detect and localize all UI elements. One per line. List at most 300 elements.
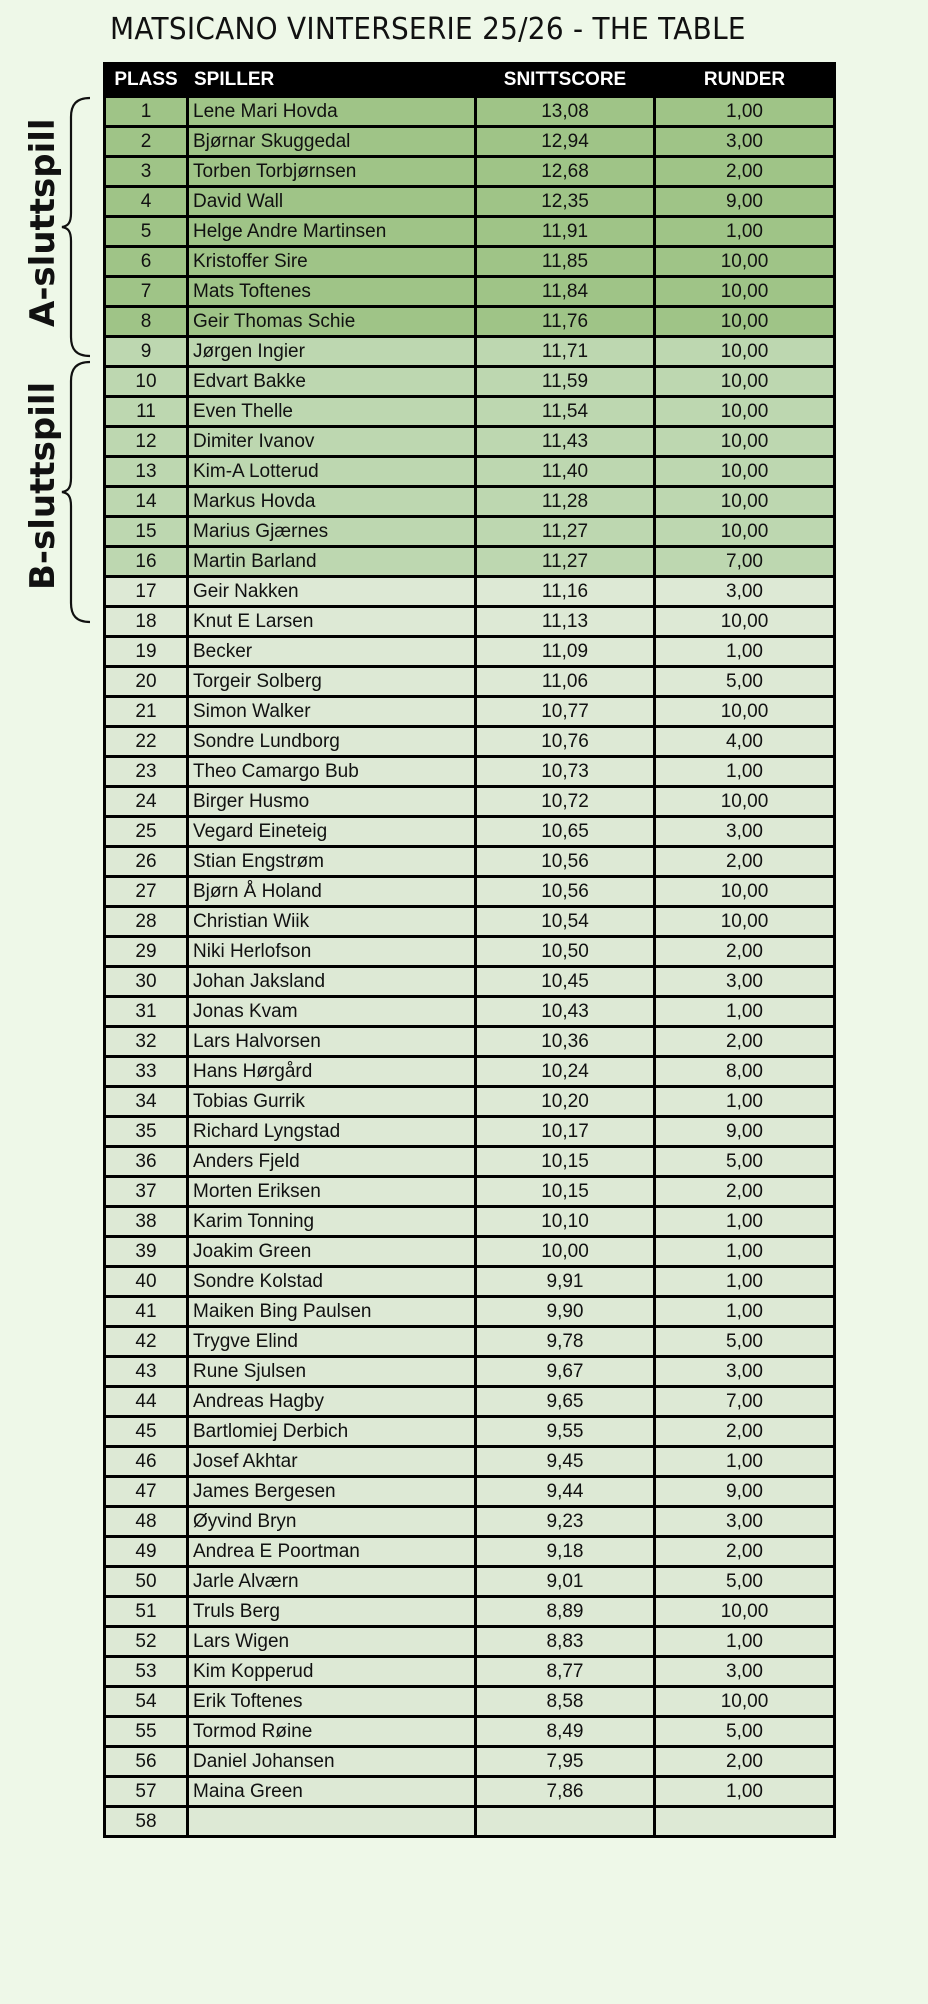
- cell-plass[interactable]: 32: [105, 1027, 188, 1057]
- cell-plass[interactable]: 21: [105, 697, 188, 727]
- table-row[interactable]: [105, 1447, 835, 1477]
- table-row[interactable]: [105, 787, 835, 817]
- cell-spiller[interactable]: Knut E Larsen: [188, 607, 476, 637]
- cell-snittscore[interactable]: 10,77: [476, 697, 655, 727]
- cell-spiller[interactable]: Jarle Alværn: [188, 1567, 476, 1597]
- cell-plass[interactable]: 40: [105, 1267, 188, 1297]
- cell-spiller[interactable]: Torben Torbjørnsen: [188, 157, 476, 187]
- cell-runder[interactable]: 2,00: [655, 847, 835, 877]
- cell-runder[interactable]: 3,00: [655, 967, 835, 997]
- cell-spiller[interactable]: Torgeir Solberg: [188, 667, 476, 697]
- cell-spiller[interactable]: Morten Eriksen: [188, 1177, 476, 1207]
- cell-snittscore[interactable]: 10,65: [476, 817, 655, 847]
- cell-runder[interactable]: 9,00: [655, 1117, 835, 1147]
- table-row[interactable]: [105, 187, 835, 217]
- table-row[interactable]: [105, 727, 835, 757]
- cell-runder[interactable]: 1,00: [655, 1447, 835, 1477]
- cell-snittscore[interactable]: 8,77: [476, 1657, 655, 1687]
- cell-plass[interactable]: 27: [105, 877, 188, 907]
- cell-snittscore[interactable]: 10,73: [476, 757, 655, 787]
- cell-spiller[interactable]: Christian Wiik: [188, 907, 476, 937]
- cell-spiller[interactable]: Bjørn Å Holand: [188, 877, 476, 907]
- cell-snittscore[interactable]: 10,45: [476, 967, 655, 997]
- cell-plass[interactable]: 42: [105, 1327, 188, 1357]
- cell-runder[interactable]: 5,00: [655, 1147, 835, 1177]
- cell-plass[interactable]: 53: [105, 1657, 188, 1687]
- cell-runder[interactable]: 1,00: [655, 757, 835, 787]
- table-row[interactable]: [105, 97, 835, 127]
- cell-spiller[interactable]: Tobias Gurrik: [188, 1087, 476, 1117]
- cell-plass[interactable]: 34: [105, 1087, 188, 1117]
- cell-snittscore[interactable]: 9,44: [476, 1477, 655, 1507]
- cell-spiller[interactable]: Simon Walker: [188, 697, 476, 727]
- cell-snittscore[interactable]: 9,91: [476, 1267, 655, 1297]
- cell-spiller[interactable]: Markus Hovda: [188, 487, 476, 517]
- table-row[interactable]: [105, 817, 835, 847]
- cell-runder[interactable]: 3,00: [655, 1507, 835, 1537]
- cell-plass[interactable]: 57: [105, 1777, 188, 1807]
- cell-plass[interactable]: 46: [105, 1447, 188, 1477]
- cell-snittscore[interactable]: 11,76: [476, 307, 655, 337]
- table-row[interactable]: [105, 1417, 835, 1447]
- cell-plass[interactable]: 36: [105, 1147, 188, 1177]
- cell-spiller[interactable]: Sondre Lundborg: [188, 727, 476, 757]
- cell-snittscore[interactable]: 11,84: [476, 277, 655, 307]
- table-row[interactable]: [105, 1507, 835, 1537]
- cell-runder[interactable]: 10,00: [655, 1597, 835, 1627]
- cell-spiller[interactable]: Niki Herlofson: [188, 937, 476, 967]
- cell-snittscore[interactable]: 9,55: [476, 1417, 655, 1447]
- cell-plass[interactable]: 8: [105, 307, 188, 337]
- cell-spiller[interactable]: Lars Wigen: [188, 1627, 476, 1657]
- table-row[interactable]: [105, 157, 835, 187]
- table-row[interactable]: [105, 937, 835, 967]
- cell-snittscore[interactable]: 9,78: [476, 1327, 655, 1357]
- cell-runder[interactable]: 10,00: [655, 277, 835, 307]
- cell-snittscore[interactable]: 7,95: [476, 1747, 655, 1777]
- cell-plass[interactable]: 54: [105, 1687, 188, 1717]
- cell-runder[interactable]: 7,00: [655, 1387, 835, 1417]
- cell-snittscore[interactable]: 7,86: [476, 1777, 655, 1807]
- cell-plass[interactable]: 56: [105, 1747, 188, 1777]
- cell-spiller[interactable]: Daniel Johansen: [188, 1747, 476, 1777]
- cell-plass[interactable]: 22: [105, 727, 188, 757]
- cell-spiller[interactable]: Kim Kopperud: [188, 1657, 476, 1687]
- cell-snittscore[interactable]: [476, 1807, 655, 1837]
- cell-runder[interactable]: 10,00: [655, 607, 835, 637]
- cell-plass[interactable]: 41: [105, 1297, 188, 1327]
- table-row[interactable]: [105, 577, 835, 607]
- cell-snittscore[interactable]: 10,43: [476, 997, 655, 1027]
- table-row[interactable]: [105, 1477, 835, 1507]
- cell-runder[interactable]: 10,00: [655, 337, 835, 367]
- table-row[interactable]: [105, 697, 835, 727]
- cell-runder[interactable]: 8,00: [655, 1057, 835, 1087]
- cell-snittscore[interactable]: 11,43: [476, 427, 655, 457]
- cell-plass[interactable]: 43: [105, 1357, 188, 1387]
- cell-runder[interactable]: 5,00: [655, 1717, 835, 1747]
- cell-runder[interactable]: 10,00: [655, 787, 835, 817]
- cell-snittscore[interactable]: 10,15: [476, 1147, 655, 1177]
- cell-runder[interactable]: 9,00: [655, 187, 835, 217]
- cell-plass[interactable]: 45: [105, 1417, 188, 1447]
- cell-snittscore[interactable]: 10,76: [476, 727, 655, 757]
- cell-spiller[interactable]: Sondre Kolstad: [188, 1267, 476, 1297]
- cell-runder[interactable]: 4,00: [655, 727, 835, 757]
- cell-runder[interactable]: 10,00: [655, 877, 835, 907]
- cell-runder[interactable]: 9,00: [655, 1477, 835, 1507]
- cell-plass[interactable]: 39: [105, 1237, 188, 1267]
- cell-snittscore[interactable]: 10,72: [476, 787, 655, 817]
- cell-plass[interactable]: 5: [105, 217, 188, 247]
- table-row[interactable]: [105, 847, 835, 877]
- table-row[interactable]: [105, 247, 835, 277]
- cell-runder[interactable]: 10,00: [655, 247, 835, 277]
- table-row[interactable]: [105, 1267, 835, 1297]
- cell-runder[interactable]: 10,00: [655, 697, 835, 727]
- cell-plass[interactable]: 23: [105, 757, 188, 787]
- cell-spiller[interactable]: Kristoffer Sire: [188, 247, 476, 277]
- cell-runder[interactable]: 1,00: [655, 1297, 835, 1327]
- cell-spiller[interactable]: Birger Husmo: [188, 787, 476, 817]
- table-row[interactable]: [105, 457, 835, 487]
- cell-plass[interactable]: 28: [105, 907, 188, 937]
- cell-snittscore[interactable]: 10,15: [476, 1177, 655, 1207]
- cell-snittscore[interactable]: 11,28: [476, 487, 655, 517]
- table-row[interactable]: [105, 1597, 835, 1627]
- cell-plass[interactable]: 44: [105, 1387, 188, 1417]
- cell-snittscore[interactable]: 12,35: [476, 187, 655, 217]
- cell-plass[interactable]: 17: [105, 577, 188, 607]
- table-row[interactable]: [105, 1297, 835, 1327]
- cell-spiller[interactable]: Øyvind Bryn: [188, 1507, 476, 1537]
- cell-runder[interactable]: 10,00: [655, 307, 835, 337]
- cell-spiller[interactable]: Lars Halvorsen: [188, 1027, 476, 1057]
- table-row[interactable]: [105, 1147, 835, 1177]
- cell-spiller[interactable]: James Bergesen: [188, 1477, 476, 1507]
- cell-spiller[interactable]: Tormod Røine: [188, 1717, 476, 1747]
- cell-runder[interactable]: 3,00: [655, 1357, 835, 1387]
- table-header-row: [105, 64, 835, 97]
- table-row[interactable]: [105, 667, 835, 697]
- cell-plass[interactable]: 14: [105, 487, 188, 517]
- cell-runder[interactable]: 1,00: [655, 1267, 835, 1297]
- cell-plass[interactable]: 29: [105, 937, 188, 967]
- cell-spiller[interactable]: Joakim Green: [188, 1237, 476, 1267]
- a-group-brace-icon: [60, 95, 94, 359]
- cell-spiller[interactable]: Mats Toftenes: [188, 277, 476, 307]
- table-row[interactable]: [105, 877, 835, 907]
- cell-spiller[interactable]: Geir Thomas Schie: [188, 307, 476, 337]
- column-header-runder[interactable]: RUNDER: [655, 64, 835, 97]
- cell-spiller[interactable]: Trygve Elind: [188, 1327, 476, 1357]
- cell-plass[interactable]: 30: [105, 967, 188, 997]
- cell-spiller[interactable]: Becker: [188, 637, 476, 667]
- table-row[interactable]: [105, 907, 835, 937]
- cell-runder[interactable]: 10,00: [655, 397, 835, 427]
- cell-runder[interactable]: 5,00: [655, 1567, 835, 1597]
- cell-spiller[interactable]: Andrea E Poortman: [188, 1537, 476, 1567]
- cell-snittscore[interactable]: 10,56: [476, 847, 655, 877]
- cell-spiller[interactable]: Truls Berg: [188, 1597, 476, 1627]
- cell-runder[interactable]: 2,00: [655, 1747, 835, 1777]
- cell-spiller[interactable]: Lene Mari Hovda: [188, 97, 476, 127]
- cell-spiller[interactable]: Edvart Bakke: [188, 367, 476, 397]
- cell-snittscore[interactable]: 11,91: [476, 217, 655, 247]
- cell-snittscore[interactable]: 10,54: [476, 907, 655, 937]
- cell-runder[interactable]: 2,00: [655, 1417, 835, 1447]
- cell-runder[interactable]: 2,00: [655, 1027, 835, 1057]
- cell-runder[interactable]: 1,00: [655, 217, 835, 247]
- cell-spiller[interactable]: Kim-A Lotterud: [188, 457, 476, 487]
- cell-snittscore[interactable]: 9,90: [476, 1297, 655, 1327]
- cell-plass[interactable]: 58: [105, 1807, 188, 1837]
- standings-table-container: [103, 62, 836, 1838]
- cell-plass[interactable]: 16: [105, 547, 188, 577]
- cell-plass[interactable]: 50: [105, 1567, 188, 1597]
- cell-runder[interactable]: 1,00: [655, 1627, 835, 1657]
- cell-plass[interactable]: 1: [105, 97, 188, 127]
- cell-runder[interactable]: 1,00: [655, 1087, 835, 1117]
- cell-spiller[interactable]: Helge Andre Martinsen: [188, 217, 476, 247]
- cell-spiller[interactable]: Erik Toftenes: [188, 1687, 476, 1717]
- cell-runder[interactable]: 3,00: [655, 1657, 835, 1687]
- table-row[interactable]: [105, 547, 835, 577]
- table-row[interactable]: [105, 1717, 835, 1747]
- cell-runder[interactable]: 10,00: [655, 457, 835, 487]
- cell-snittscore[interactable]: 10,10: [476, 1207, 655, 1237]
- cell-snittscore[interactable]: 9,01: [476, 1567, 655, 1597]
- cell-runder[interactable]: 1,00: [655, 97, 835, 127]
- cell-snittscore[interactable]: 9,23: [476, 1507, 655, 1537]
- cell-spiller[interactable]: Dimiter Ivanov: [188, 427, 476, 457]
- cell-spiller[interactable]: Andreas Hagby: [188, 1387, 476, 1417]
- cell-spiller[interactable]: Johan Jaksland: [188, 967, 476, 997]
- table-row[interactable]: [105, 487, 835, 517]
- cell-runder[interactable]: 10,00: [655, 487, 835, 517]
- table-row[interactable]: [105, 1687, 835, 1717]
- table-body: [105, 97, 835, 1837]
- cell-snittscore[interactable]: 10,17: [476, 1117, 655, 1147]
- cell-snittscore[interactable]: 11,09: [476, 637, 655, 667]
- cell-runder[interactable]: 2,00: [655, 1537, 835, 1567]
- table-row[interactable]: [105, 397, 835, 427]
- cell-snittscore[interactable]: 10,24: [476, 1057, 655, 1087]
- cell-snittscore[interactable]: 11,85: [476, 247, 655, 277]
- table-row[interactable]: [105, 427, 835, 457]
- cell-snittscore[interactable]: 9,67: [476, 1357, 655, 1387]
- table-row[interactable]: [105, 1747, 835, 1777]
- cell-spiller[interactable]: Stian Engstrøm: [188, 847, 476, 877]
- cell-plass[interactable]: 3: [105, 157, 188, 187]
- table-row[interactable]: [105, 1027, 835, 1057]
- cell-snittscore[interactable]: 9,18: [476, 1537, 655, 1567]
- cell-plass[interactable]: 33: [105, 1057, 188, 1087]
- table-row[interactable]: [105, 1207, 835, 1237]
- table-row[interactable]: [105, 1357, 835, 1387]
- cell-runder[interactable]: 1,00: [655, 637, 835, 667]
- cell-runder[interactable]: 1,00: [655, 997, 835, 1027]
- table-row[interactable]: [105, 1627, 835, 1657]
- table-row[interactable]: [105, 277, 835, 307]
- cell-snittscore[interactable]: 11,06: [476, 667, 655, 697]
- cell-runder[interactable]: 5,00: [655, 1327, 835, 1357]
- cell-spiller[interactable]: Bartlomiej Derbich: [188, 1417, 476, 1447]
- cell-spiller[interactable]: Anders Fjeld: [188, 1147, 476, 1177]
- cell-snittscore[interactable]: 11,59: [476, 367, 655, 397]
- cell-plass[interactable]: 19: [105, 637, 188, 667]
- cell-plass[interactable]: 31: [105, 997, 188, 1027]
- table-row[interactable]: [105, 337, 835, 367]
- cell-plass[interactable]: 52: [105, 1627, 188, 1657]
- table-row[interactable]: [105, 607, 835, 637]
- cell-spiller[interactable]: Rune Sjulsen: [188, 1357, 476, 1387]
- cell-spiller[interactable]: Marius Gjærnes: [188, 517, 476, 547]
- cell-plass[interactable]: 35: [105, 1117, 188, 1147]
- table-row[interactable]: [105, 1237, 835, 1267]
- table-row[interactable]: [105, 1777, 835, 1807]
- cell-spiller[interactable]: Even Thelle: [188, 397, 476, 427]
- table-row[interactable]: [105, 997, 835, 1027]
- cell-spiller[interactable]: Geir Nakken: [188, 577, 476, 607]
- column-header-plass[interactable]: PLASS: [105, 64, 188, 97]
- cell-snittscore[interactable]: 11,27: [476, 517, 655, 547]
- cell-snittscore[interactable]: 9,65: [476, 1387, 655, 1417]
- cell-plass[interactable]: 38: [105, 1207, 188, 1237]
- table-row[interactable]: [105, 307, 835, 337]
- cell-plass[interactable]: 26: [105, 847, 188, 877]
- cell-snittscore[interactable]: 9,45: [476, 1447, 655, 1477]
- cell-snittscore[interactable]: 11,71: [476, 337, 655, 367]
- cell-runder[interactable]: 10,00: [655, 367, 835, 397]
- table-row[interactable]: [105, 217, 835, 247]
- cell-snittscore[interactable]: 8,83: [476, 1627, 655, 1657]
- cell-snittscore[interactable]: 11,13: [476, 607, 655, 637]
- cell-snittscore[interactable]: 12,94: [476, 127, 655, 157]
- cell-plass[interactable]: 4: [105, 187, 188, 217]
- cell-plass[interactable]: 15: [105, 517, 188, 547]
- cell-snittscore[interactable]: 11,54: [476, 397, 655, 427]
- column-header-snittscore[interactable]: SNITTSCORE: [476, 64, 655, 97]
- cell-spiller[interactable]: Vegard Eineteig: [188, 817, 476, 847]
- cell-plass[interactable]: 25: [105, 817, 188, 847]
- cell-runder[interactable]: 2,00: [655, 1177, 835, 1207]
- table-row[interactable]: [105, 967, 835, 997]
- cell-snittscore[interactable]: 13,08: [476, 97, 655, 127]
- cell-snittscore[interactable]: 8,58: [476, 1687, 655, 1717]
- cell-snittscore[interactable]: 10,50: [476, 937, 655, 967]
- cell-snittscore[interactable]: 12,68: [476, 157, 655, 187]
- table-row[interactable]: [105, 1117, 835, 1147]
- cell-plass[interactable]: 13: [105, 457, 188, 487]
- cell-plass[interactable]: 51: [105, 1597, 188, 1627]
- cell-runder[interactable]: 2,00: [655, 937, 835, 967]
- cell-plass[interactable]: 7: [105, 277, 188, 307]
- cell-spiller[interactable]: Jonas Kvam: [188, 997, 476, 1027]
- table-row[interactable]: [105, 637, 835, 667]
- cell-plass[interactable]: 20: [105, 667, 188, 697]
- cell-spiller[interactable]: Maina Green: [188, 1777, 476, 1807]
- table-row[interactable]: [105, 1567, 835, 1597]
- table-row[interactable]: [105, 1087, 835, 1117]
- cell-plass[interactable]: 6: [105, 247, 188, 277]
- cell-snittscore[interactable]: 11,40: [476, 457, 655, 487]
- cell-plass[interactable]: 55: [105, 1717, 188, 1747]
- cell-runder[interactable]: 10,00: [655, 1687, 835, 1717]
- cell-runder[interactable]: 5,00: [655, 667, 835, 697]
- cell-plass[interactable]: 2: [105, 127, 188, 157]
- table-row[interactable]: [105, 757, 835, 787]
- cell-runder[interactable]: 10,00: [655, 517, 835, 547]
- cell-runder[interactable]: 2,00: [655, 157, 835, 187]
- cell-runder[interactable]: [655, 1807, 835, 1837]
- cell-snittscore[interactable]: 10,56: [476, 877, 655, 907]
- cell-snittscore[interactable]: 10,00: [476, 1237, 655, 1267]
- cell-spiller[interactable]: Josef Akhtar: [188, 1447, 476, 1477]
- cell-runder[interactable]: 10,00: [655, 907, 835, 937]
- standings-table: [103, 62, 836, 1838]
- cell-runder[interactable]: 10,00: [655, 427, 835, 457]
- cell-plass[interactable]: 37: [105, 1177, 188, 1207]
- cell-plass[interactable]: 9: [105, 337, 188, 367]
- cell-spiller[interactable]: Karim Tonning: [188, 1207, 476, 1237]
- cell-runder[interactable]: 3,00: [655, 817, 835, 847]
- table-row[interactable]: [105, 1657, 835, 1687]
- table-row[interactable]: [105, 1177, 835, 1207]
- cell-spiller[interactable]: Jørgen Ingier: [188, 337, 476, 367]
- cell-plass[interactable]: 47: [105, 1477, 188, 1507]
- cell-spiller[interactable]: Hans Hørgård: [188, 1057, 476, 1087]
- cell-spiller[interactable]: Richard Lyngstad: [188, 1117, 476, 1147]
- table-row[interactable]: [105, 1807, 835, 1837]
- cell-spiller[interactable]: David Wall: [188, 187, 476, 217]
- table-row[interactable]: [105, 517, 835, 547]
- cell-spiller[interactable]: [188, 1807, 476, 1837]
- cell-plass[interactable]: 18: [105, 607, 188, 637]
- page-title: MATSICANO VINTERSERIE 25/26 - THE TABLE: [110, 12, 746, 47]
- cell-plass[interactable]: 10: [105, 367, 188, 397]
- table-row[interactable]: [105, 367, 835, 397]
- cell-spiller[interactable]: Bjørnar Skuggedal: [188, 127, 476, 157]
- cell-runder[interactable]: 1,00: [655, 1777, 835, 1807]
- cell-snittscore[interactable]: 11,16: [476, 577, 655, 607]
- cell-plass[interactable]: 48: [105, 1507, 188, 1537]
- table-row[interactable]: [105, 127, 835, 157]
- cell-spiller[interactable]: Maiken Bing Paulsen: [188, 1297, 476, 1327]
- table-row[interactable]: [105, 1327, 835, 1357]
- cell-runder[interactable]: 1,00: [655, 1237, 835, 1267]
- table-row[interactable]: [105, 1057, 835, 1087]
- cell-runder[interactable]: 3,00: [655, 127, 835, 157]
- cell-snittscore[interactable]: 10,36: [476, 1027, 655, 1057]
- cell-snittscore[interactable]: 8,89: [476, 1597, 655, 1627]
- cell-snittscore[interactable]: 11,27: [476, 547, 655, 577]
- cell-runder[interactable]: 3,00: [655, 577, 835, 607]
- table-row[interactable]: [105, 1537, 835, 1567]
- cell-snittscore[interactable]: 8,49: [476, 1717, 655, 1747]
- cell-snittscore[interactable]: 10,20: [476, 1087, 655, 1117]
- cell-spiller[interactable]: Theo Camargo Bub: [188, 757, 476, 787]
- cell-spiller[interactable]: Martin Barland: [188, 547, 476, 577]
- cell-plass[interactable]: 12: [105, 427, 188, 457]
- cell-runder[interactable]: 7,00: [655, 547, 835, 577]
- column-header-spiller[interactable]: SPILLER: [188, 64, 476, 97]
- cell-plass[interactable]: 24: [105, 787, 188, 817]
- table-row[interactable]: [105, 1387, 835, 1417]
- cell-plass[interactable]: 49: [105, 1537, 188, 1567]
- cell-runder[interactable]: 1,00: [655, 1207, 835, 1237]
- cell-plass[interactable]: 11: [105, 397, 188, 427]
